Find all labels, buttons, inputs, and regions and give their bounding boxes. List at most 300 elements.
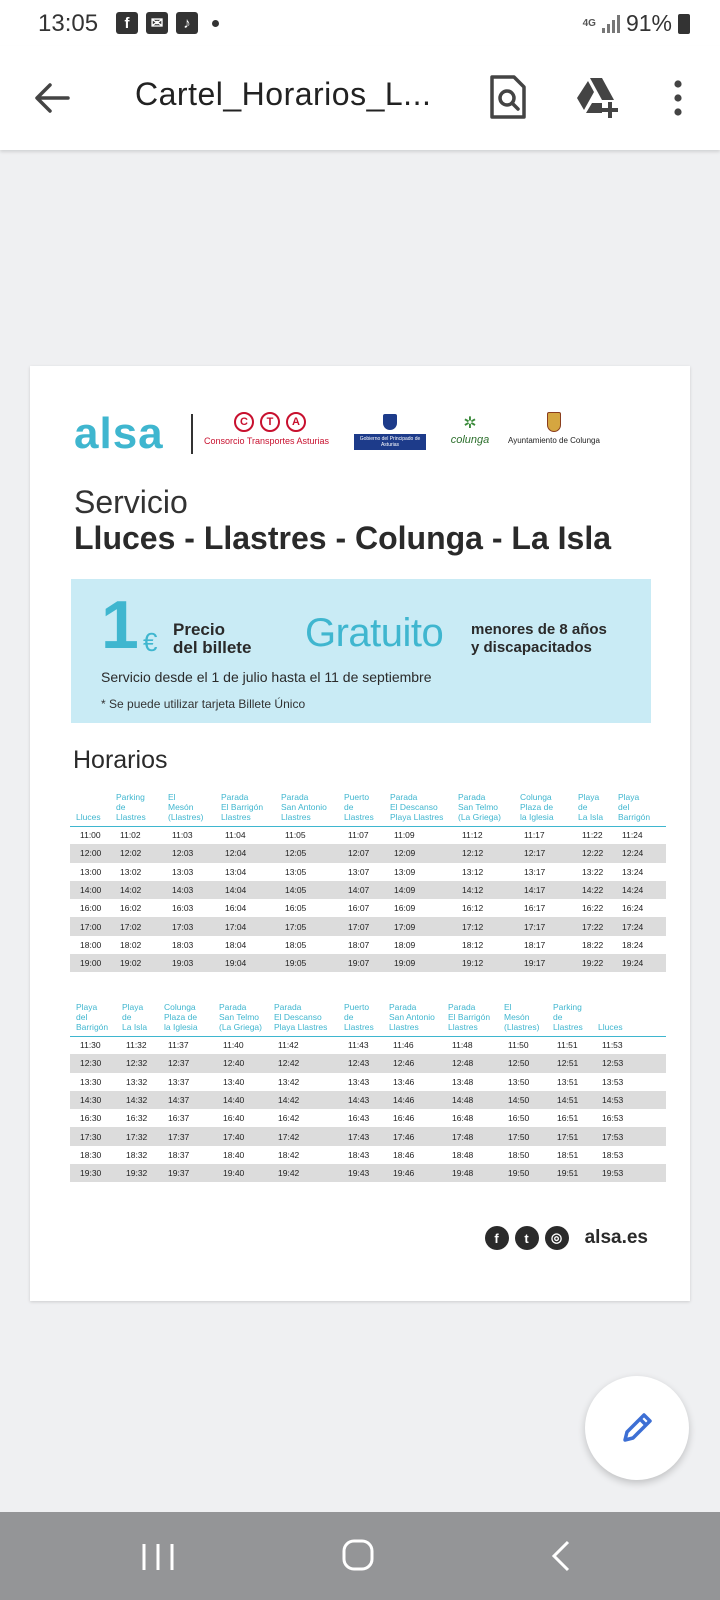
time-cell: 14:22 — [572, 881, 612, 899]
table-row — [70, 1091, 666, 1109]
time-cell: 14:07 — [338, 881, 384, 899]
return-header-line: Parada — [219, 1001, 247, 1012]
time-cell: 11:42 — [278, 1040, 299, 1051]
cta-logo — [204, 412, 344, 456]
time-cell: 19:03 — [162, 954, 215, 972]
time-cell: 14:51 — [547, 1091, 592, 1109]
time-cell: 13:32 — [126, 1076, 148, 1087]
table-row — [70, 1054, 666, 1072]
instagram-icon: ◎ — [545, 1226, 569, 1250]
time-cell: 18:40 — [223, 1149, 245, 1160]
time-cell: 19:04 — [215, 954, 275, 972]
time-cell: 17:12 — [452, 917, 514, 935]
gobierno-crest-icon — [383, 414, 397, 430]
time-cell: 11:22 — [582, 830, 603, 841]
outbound-header-line: Puerto — [344, 791, 370, 802]
time-cell: 18:53 — [602, 1149, 624, 1160]
return-header-line: Mesón — [504, 1011, 530, 1022]
document-search-icon — [488, 74, 528, 120]
time-cell: 16:07 — [348, 903, 370, 914]
nav-back-button[interactable] — [550, 1540, 572, 1572]
time-cell: 18:46 — [393, 1149, 415, 1160]
time-cell: 13:05 — [285, 866, 307, 877]
time-cell: 17:43 — [338, 1127, 383, 1145]
pencil-icon — [617, 1408, 657, 1448]
outbound-header-line: (Llastres) — [168, 811, 204, 822]
time-cell: 11:48 — [452, 1040, 473, 1051]
free-conditions — [471, 621, 607, 657]
time-cell: 11:17 — [524, 830, 545, 841]
time-cell: 14:46 — [383, 1091, 442, 1109]
return-header-line: La Isla — [122, 1021, 148, 1032]
battery-icon — [678, 14, 690, 34]
time-cell: 17:24 — [612, 917, 666, 935]
home-button[interactable] — [342, 1539, 374, 1571]
time-cell: 17:02 — [110, 917, 162, 935]
time-cell: 16:30 — [80, 1113, 102, 1124]
home-icon — [342, 1539, 374, 1571]
table-row — [70, 954, 666, 972]
time-cell: 14:42 — [268, 1091, 338, 1109]
time-cell: 19:22 — [572, 954, 612, 972]
time-cell: 13:48 — [452, 1076, 474, 1087]
network-type: 4G — [582, 17, 596, 29]
time-cell: 18:09 — [394, 939, 416, 950]
return-header-line: (La Griega) — [219, 1021, 262, 1032]
cta-name: Consorcio Transportes Asturias — [204, 436, 330, 446]
time-cell: 18:03 — [172, 939, 194, 950]
time-cell: 16:17 — [524, 903, 546, 914]
outbound-header-line: El — [168, 791, 176, 802]
price-currency: € — [143, 627, 158, 657]
time-cell: 16:50 — [508, 1113, 530, 1124]
horarios-title: Horarios — [73, 746, 168, 774]
return-header-line: El Barrigón — [448, 1011, 491, 1022]
time-cell: 16:32 — [126, 1113, 148, 1124]
time-cell: 14:24 — [612, 881, 666, 899]
return-header-line: Lluces — [598, 1021, 623, 1032]
time-cell: 11:40 — [223, 1040, 244, 1051]
time-cell: 12:53 — [592, 1054, 666, 1072]
drive-add-icon — [574, 74, 620, 120]
table-row — [70, 1164, 666, 1182]
time-cell: 11:05 — [285, 830, 306, 841]
back-button[interactable] — [30, 76, 74, 120]
time-cell: 13:17 — [524, 866, 546, 877]
status-bar — [0, 0, 720, 46]
outbound-header-line: Playa — [578, 791, 600, 802]
return-header-10 — [592, 996, 666, 1036]
time-cell: 11:30 — [80, 1040, 101, 1051]
time-cell: 12:07 — [338, 844, 384, 862]
time-cell: 11:51 — [557, 1040, 578, 1051]
return-header-line: Colunga — [164, 1001, 196, 1012]
return-header-line: Plaza de — [164, 1011, 198, 1022]
time-cell: 12:50 — [498, 1054, 547, 1072]
more-options-button[interactable] — [668, 76, 688, 120]
table-row — [70, 1146, 666, 1164]
time-cell: 14:53 — [592, 1091, 666, 1109]
time-cell: 17:40 — [213, 1127, 268, 1145]
time-cell: 13:42 — [278, 1076, 300, 1087]
time-cell: 19:24 — [612, 954, 666, 972]
chat-icon: ✉ — [146, 12, 168, 34]
outbound-header-line: El Descanso — [390, 801, 438, 812]
time-cell: 16:09 — [394, 903, 416, 914]
time-cell: 19:42 — [268, 1164, 338, 1182]
cta-letter-a: A — [286, 412, 306, 432]
return-header-line: de — [122, 1011, 132, 1022]
time-cell: 17:07 — [338, 917, 384, 935]
time-cell: 18:04 — [225, 939, 247, 950]
return-header-line: Llastres — [448, 1021, 478, 1032]
time-cell: 11:12 — [462, 830, 483, 841]
status-notification-icons — [116, 12, 219, 34]
outbound-header-1 — [110, 786, 162, 826]
return-header-line: Playa Llastres — [274, 1021, 328, 1032]
time-cell: 17:42 — [268, 1127, 338, 1145]
time-cell: 19:50 — [498, 1164, 547, 1182]
alsa-logo: alsa — [74, 409, 164, 458]
outbound-header-line: San Antonio — [281, 801, 327, 812]
service-dates: Servicio desde el 1 de julio hasta el 11 de septiembre — [101, 669, 432, 685]
time-cell: 13:07 — [348, 866, 370, 877]
time-cell: 14:00 — [70, 881, 110, 899]
time-cell: 16:02 — [120, 903, 142, 914]
recents-icon — [140, 1542, 176, 1572]
time-cell: 11:53 — [602, 1040, 623, 1051]
time-cell: 12:00 — [70, 844, 110, 862]
table-row — [70, 844, 666, 862]
time-cell: 17:22 — [572, 917, 612, 935]
table-row — [70, 1073, 666, 1091]
time-cell: 18:51 — [557, 1149, 579, 1160]
time-cell: 18:00 — [80, 939, 102, 950]
return-header-line: Llastres — [553, 1021, 583, 1032]
time-cell: 11:24 — [622, 830, 643, 841]
outbound-header-line: Parking — [116, 791, 145, 802]
timetable-return — [70, 996, 666, 1182]
time-cell: 19:37 — [158, 1164, 213, 1182]
signal-icon — [602, 15, 620, 33]
outbound-header-6 — [384, 786, 452, 826]
time-cell: 16:48 — [452, 1113, 474, 1124]
time-cell: 12:43 — [338, 1054, 383, 1072]
time-cell: 16:12 — [462, 903, 484, 914]
free-conditions-line2: y discapacitados — [471, 639, 592, 656]
time-cell: 11:00 — [80, 830, 101, 841]
time-cell: 13:53 — [602, 1076, 624, 1087]
social-links — [485, 1226, 648, 1250]
outbound-header-line: de — [116, 801, 126, 812]
status-right — [583, 10, 690, 37]
return-header-line: Playa — [76, 1001, 98, 1012]
time-cell: 14:12 — [452, 881, 514, 899]
time-cell: 18:05 — [285, 939, 307, 950]
time-cell: 17:37 — [158, 1127, 213, 1145]
outbound-header-line: Lluces — [76, 811, 101, 822]
recents-button[interactable] — [140, 1542, 176, 1572]
time-cell: 12:42 — [268, 1054, 338, 1072]
time-cell: 11:37 — [168, 1040, 189, 1051]
return-header-line: Barrigón — [76, 1021, 109, 1032]
time-cell: 16:43 — [348, 1113, 370, 1124]
outbound-header-line: de — [578, 801, 588, 812]
time-cell: 17:04 — [215, 917, 275, 935]
table-row — [70, 1036, 666, 1054]
return-header-line: Llastres — [344, 1021, 374, 1032]
outbound-header-line: San Telmo — [458, 801, 499, 812]
return-header-line: de — [553, 1011, 563, 1022]
outbound-header-line: Barrigón — [618, 811, 651, 822]
navigation-bar — [0, 1512, 720, 1600]
return-header-line: Puerto — [344, 1001, 370, 1012]
time-cell: 18:48 — [452, 1149, 474, 1160]
return-header-4 — [268, 996, 338, 1036]
time-cell: 19:32 — [116, 1164, 158, 1182]
outbound-header-2 — [162, 786, 215, 826]
time-cell: 13:12 — [462, 866, 484, 877]
time-cell: 16:42 — [278, 1113, 300, 1124]
time-cell: 11:50 — [508, 1040, 529, 1051]
return-header-3 — [213, 996, 268, 1036]
time-cell: 17:50 — [498, 1127, 547, 1145]
outbound-header-0 — [70, 786, 110, 826]
outbound-header-line: (La Griega) — [458, 811, 501, 822]
time-cell: 19:48 — [442, 1164, 498, 1182]
battery-percent: 91% — [625, 10, 672, 36]
time-cell: 18:50 — [508, 1149, 530, 1160]
return-header-line: Parada — [274, 1001, 302, 1012]
time-cell: 18:37 — [168, 1149, 190, 1160]
outbound-header-line: Colunga — [520, 791, 552, 802]
time-cell: 18:12 — [462, 939, 484, 950]
return-header-8 — [498, 996, 547, 1036]
time-cell: 17:48 — [442, 1127, 498, 1145]
return-header-6 — [383, 996, 442, 1036]
outbound-header-line: Playa — [618, 791, 640, 802]
time-cell: 14:04 — [215, 881, 275, 899]
return-header-1 — [116, 996, 158, 1036]
time-cell: 13:03 — [172, 866, 194, 877]
cta-letter-c: C — [234, 412, 254, 432]
timetable-outbound — [70, 786, 666, 972]
gobierno-asturias-logo — [354, 414, 426, 454]
return-header-line: Parada — [448, 1001, 476, 1012]
time-cell: 12:12 — [452, 844, 514, 862]
logos-row — [74, 409, 600, 458]
time-cell: 16:05 — [285, 903, 307, 914]
time-cell: 17:17 — [514, 917, 572, 935]
time-cell: 13:51 — [557, 1076, 579, 1087]
table-row — [70, 1109, 666, 1127]
time-cell: 13:46 — [393, 1076, 415, 1087]
time-cell: 17:05 — [275, 917, 338, 935]
time-cell: 12:30 — [70, 1054, 116, 1072]
time-cell: 16:46 — [393, 1113, 415, 1124]
time-cell: 17:51 — [547, 1127, 592, 1145]
time-cell: 12:48 — [442, 1054, 498, 1072]
return-header-9 — [547, 996, 592, 1036]
time-cell: 13:40 — [223, 1076, 245, 1087]
time-cell: 19:17 — [514, 954, 572, 972]
time-cell: 18:43 — [348, 1149, 370, 1160]
service-label: Servicio — [74, 484, 188, 520]
cta-letter-t: T — [260, 412, 280, 432]
logo-separator — [191, 414, 193, 454]
twitter-icon: t — [515, 1226, 539, 1250]
outbound-header-line: Llastres — [221, 811, 251, 822]
time-cell: 13:37 — [168, 1076, 190, 1087]
time-cell: 16:24 — [622, 903, 644, 914]
return-header-line: San Telmo — [219, 1011, 260, 1022]
time-cell: 12:02 — [110, 844, 162, 862]
return-header-7 — [442, 996, 498, 1036]
time-cell: 12:46 — [383, 1054, 442, 1072]
time-cell: 17:30 — [70, 1127, 116, 1145]
outbound-header-7 — [452, 786, 514, 826]
time-cell: 11:43 — [348, 1040, 369, 1051]
time-cell: 13:43 — [348, 1076, 370, 1087]
time-cell: 13:04 — [225, 866, 247, 877]
time-cell: 17:00 — [70, 917, 110, 935]
colunga-name: colunga — [450, 434, 490, 446]
free-conditions-line1: menores de 8 años — [471, 621, 607, 638]
time-cell: 14:50 — [498, 1091, 547, 1109]
table-row — [70, 1127, 666, 1145]
document-title: Cartel_Horarios_L... — [135, 76, 432, 112]
pdf-page — [30, 366, 690, 1301]
time-cell: 18:02 — [120, 939, 142, 950]
time-cell: 14:03 — [162, 881, 215, 899]
gobierno-name: Gobierno del Principado de Asturias — [354, 434, 426, 450]
app-bar — [0, 46, 720, 150]
outbound-header-line: El Barrigón — [221, 801, 264, 812]
time-cell: 12:22 — [572, 844, 612, 862]
edit-fab-button[interactable] — [585, 1376, 689, 1480]
price-amount: 1 — [101, 587, 139, 663]
time-cell: 18:32 — [126, 1149, 148, 1160]
table-row — [70, 881, 666, 899]
time-cell: 16:00 — [80, 903, 102, 914]
return-header-line: Playa — [122, 1001, 144, 1012]
status-time: 13:05 — [38, 10, 99, 37]
time-cell: 14:48 — [442, 1091, 498, 1109]
time-cell: 13:50 — [508, 1076, 530, 1087]
time-cell: 17:03 — [162, 917, 215, 935]
time-cell: 19:43 — [338, 1164, 383, 1182]
time-cell: 19:00 — [70, 954, 110, 972]
outbound-header-line: La Isla — [578, 811, 604, 822]
price-label-line2: del billete — [173, 638, 252, 657]
table-row — [70, 826, 666, 844]
time-cell: 14:40 — [213, 1091, 268, 1109]
return-header-line: San Antonio — [389, 1011, 435, 1022]
outbound-header-9 — [572, 786, 612, 826]
time-cell: 12:51 — [547, 1054, 592, 1072]
time-cell: 19:51 — [547, 1164, 592, 1182]
time-cell: 12:40 — [213, 1054, 268, 1072]
time-cell: 14:02 — [110, 881, 162, 899]
chevron-left-icon — [550, 1540, 572, 1572]
more-vertical-icon — [668, 76, 688, 120]
time-cell: 11:09 — [394, 830, 415, 841]
time-cell: 16:04 — [225, 903, 247, 914]
outbound-header-5 — [338, 786, 384, 826]
facebook-icon: f — [116, 12, 138, 34]
return-header-line: Llastres — [389, 1021, 419, 1032]
time-cell: 12:37 — [158, 1054, 213, 1072]
outbound-header-line: Mesón — [168, 801, 194, 812]
search-in-document-button[interactable] — [488, 74, 528, 120]
return-header-line: Parking — [553, 1001, 582, 1012]
time-cell: 18:17 — [524, 939, 546, 950]
time-cell: 11:02 — [120, 830, 141, 841]
arrow-left-icon — [30, 76, 74, 120]
time-cell: 11:46 — [393, 1040, 414, 1051]
time-cell: 14:09 — [384, 881, 452, 899]
outbound-header-line: Parada — [281, 791, 309, 802]
time-cell: 12:03 — [162, 844, 215, 862]
outbound-header-3 — [215, 786, 275, 826]
time-cell: 12:17 — [514, 844, 572, 862]
time-cell: 19:40 — [213, 1164, 268, 1182]
table-row — [70, 936, 666, 954]
return-header-0 — [70, 996, 116, 1036]
table-row — [70, 863, 666, 881]
more-notifications-dot — [212, 20, 219, 27]
time-cell: 17:32 — [116, 1127, 158, 1145]
add-to-drive-button[interactable] — [574, 74, 620, 120]
tarjeta-note: * Se puede utilizar tarjeta Billete Único — [101, 697, 306, 711]
outbound-header-line: Parada — [221, 791, 249, 802]
alsa-url: alsa.es — [584, 1227, 648, 1248]
ayuntamiento-crest-icon — [547, 412, 561, 432]
time-cell: 14:43 — [338, 1091, 383, 1109]
free-label: Gratuito — [305, 611, 444, 655]
time-cell: 17:46 — [383, 1127, 442, 1145]
outbound-header-line: de — [344, 801, 354, 812]
time-cell: 19:05 — [275, 954, 338, 972]
price-label-line1: Precio — [173, 620, 225, 639]
return-header-line: del — [76, 1011, 88, 1022]
price-box — [71, 579, 651, 723]
outbound-header-10 — [612, 786, 666, 826]
time-cell: 19:07 — [338, 954, 384, 972]
return-header-5 — [338, 996, 383, 1036]
time-cell: 18:30 — [80, 1149, 102, 1160]
time-cell: 11:32 — [126, 1040, 147, 1051]
colunga-logo — [442, 414, 498, 454]
time-cell: 14:32 — [116, 1091, 158, 1109]
time-cell: 19:02 — [110, 954, 162, 972]
time-cell: 13:09 — [394, 866, 416, 877]
time-cell: 19:30 — [70, 1164, 116, 1182]
music-icon: ♪ — [176, 12, 198, 34]
return-header-line: El — [504, 1001, 512, 1012]
time-cell: 16:53 — [602, 1113, 624, 1124]
time-cell: 14:37 — [158, 1091, 213, 1109]
return-header-line: El Descanso — [274, 1011, 322, 1022]
time-cell: 18:22 — [582, 939, 604, 950]
time-cell: 16:40 — [223, 1113, 245, 1124]
colunga-mark-icon: ✲ — [463, 415, 477, 432]
return-header-line: Parada — [389, 1001, 417, 1012]
time-cell: 11:03 — [172, 830, 193, 841]
time-cell: 19:46 — [383, 1164, 442, 1182]
time-cell: 12:05 — [275, 844, 338, 862]
outbound-header-line: del — [618, 801, 630, 812]
